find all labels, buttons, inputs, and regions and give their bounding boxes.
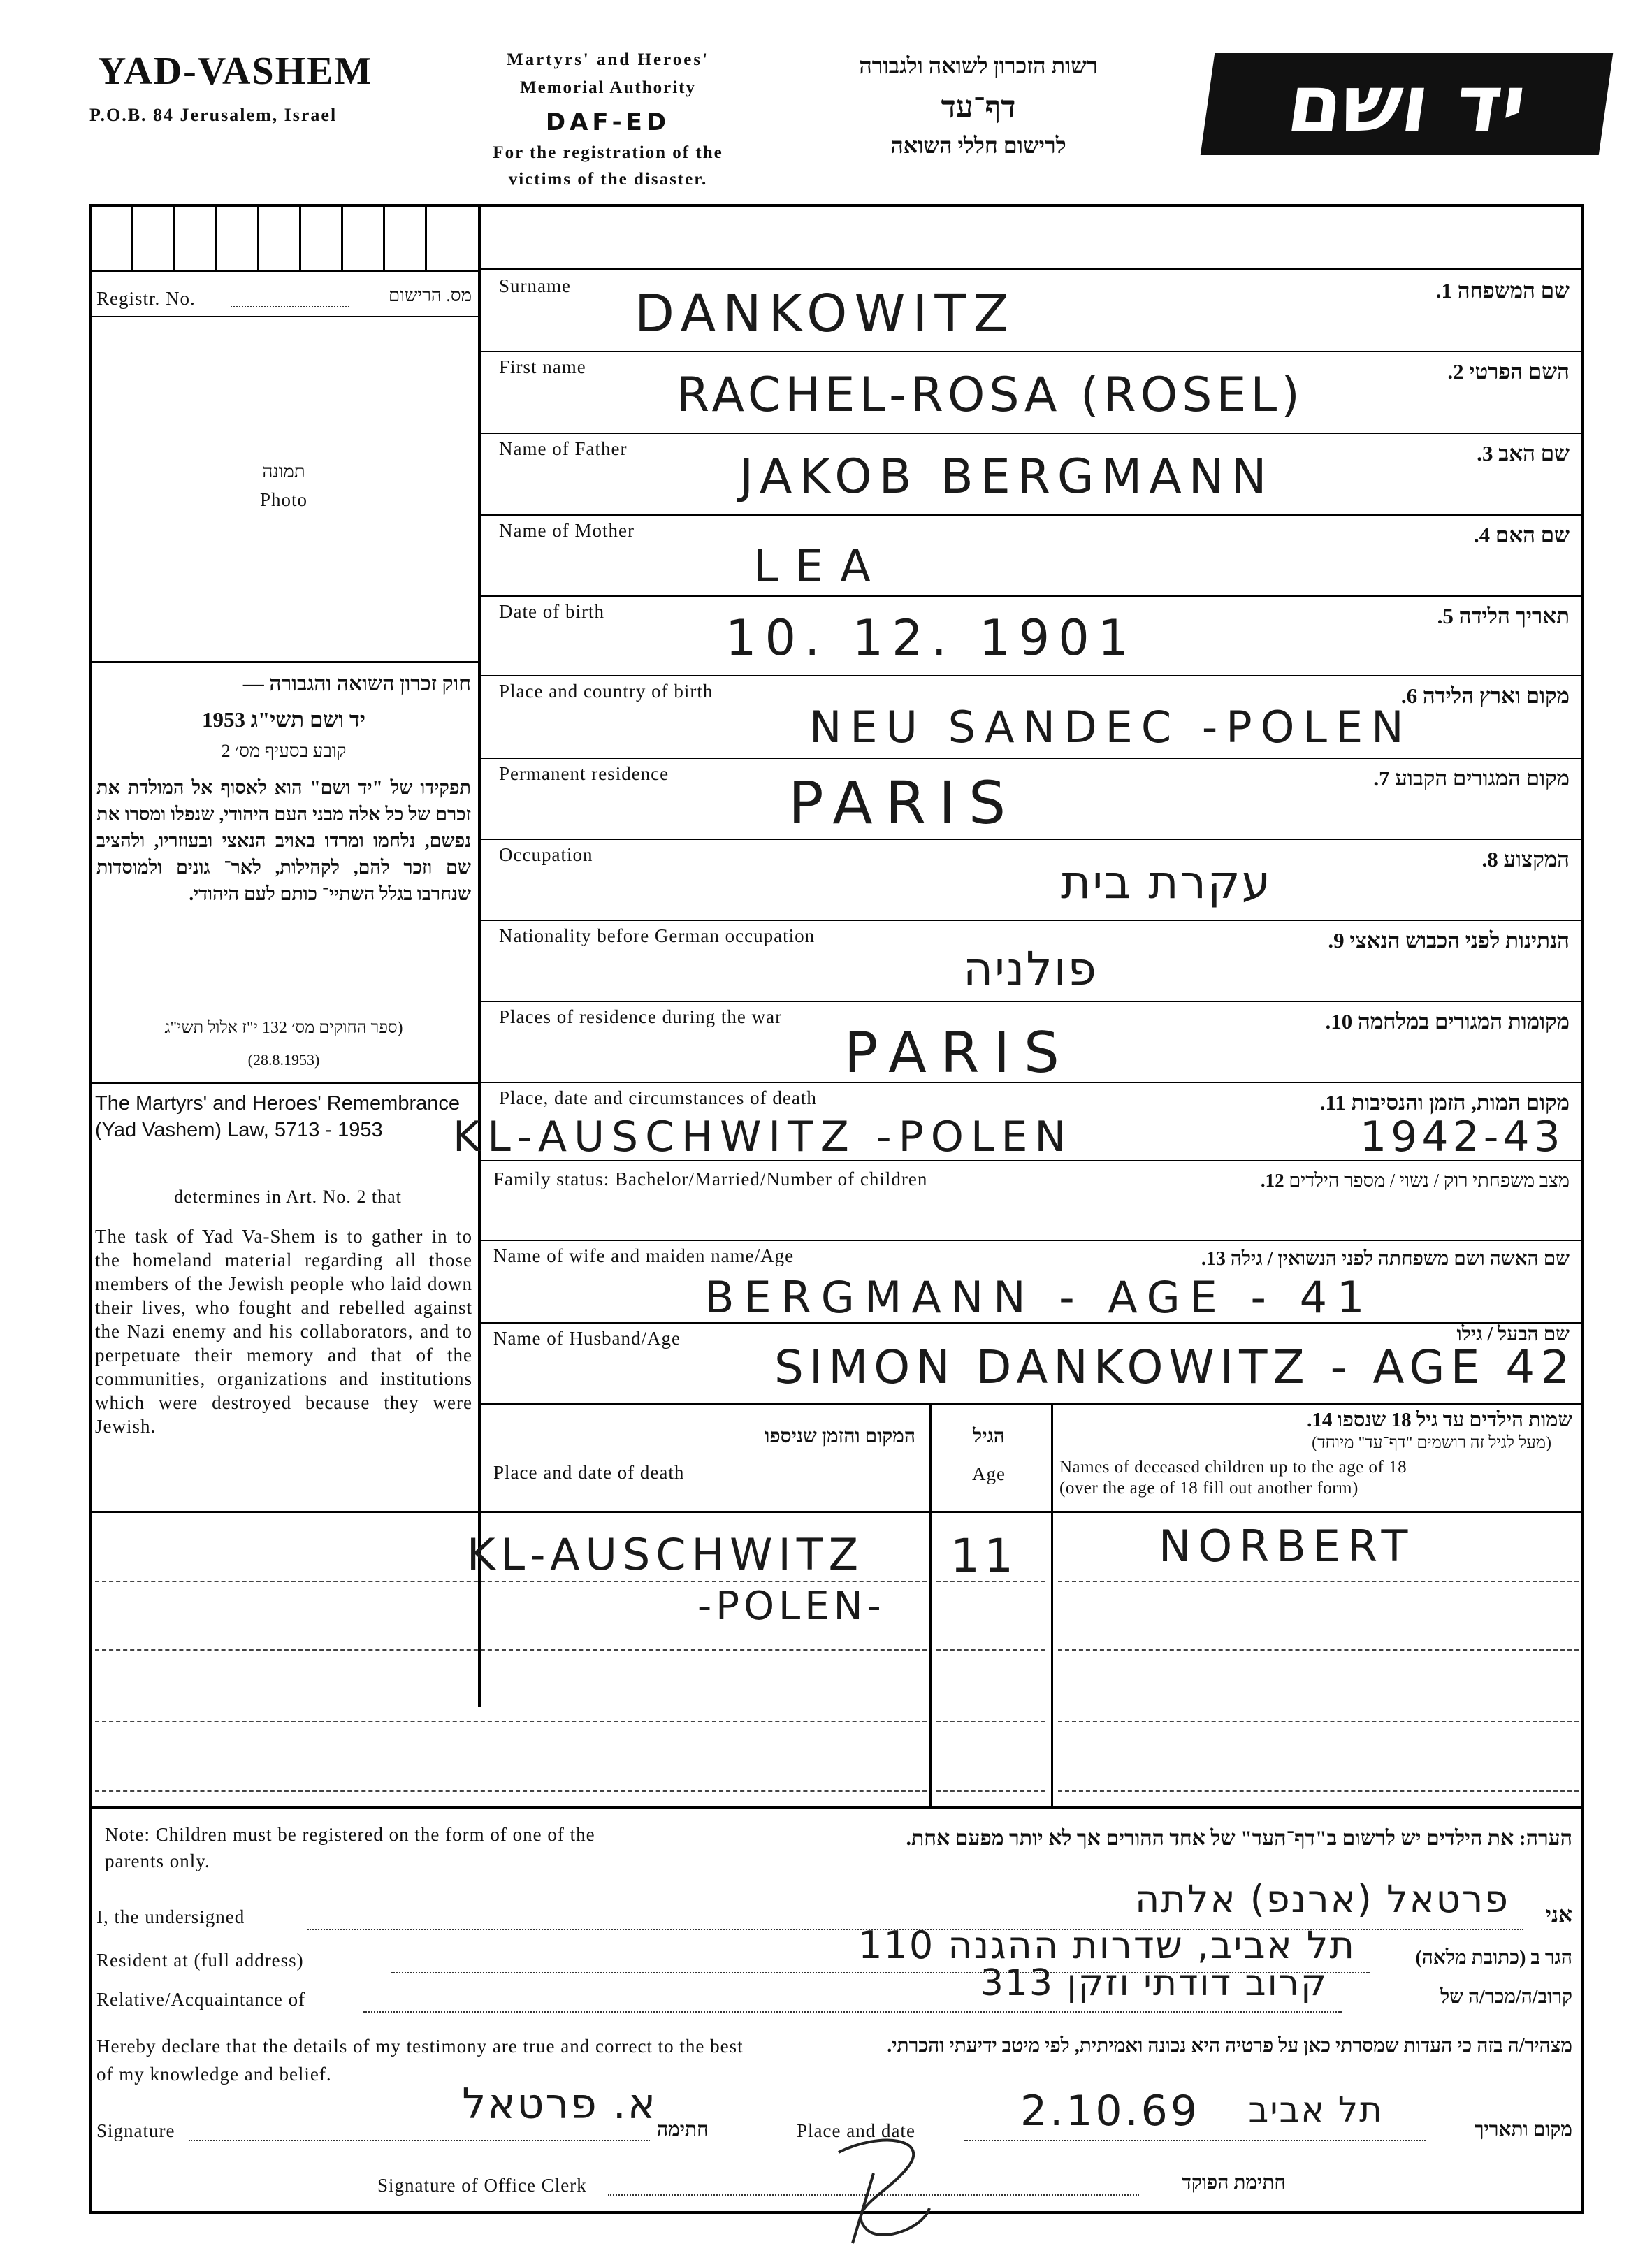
heb-authority: רשות הזכרון לשואה ולגבורה: [859, 53, 1098, 78]
field-label-heb: שם האם 4.: [1473, 523, 1570, 547]
law-en-title: The Martyrs' and Heroes' Remembrance (Yad Vashem) Law, 5713 - 1953: [95, 1092, 460, 1141]
field-label-heb: מקומות המגורים במלחמה 10.: [1325, 1009, 1570, 1034]
field-mother-name: [481, 516, 1584, 595]
relative-value[interactable]: קרוב דודתי וזקן 313: [980, 1962, 1328, 2004]
relative-heb: קרוב/ה/מכר/ה של: [1440, 1986, 1572, 2008]
field-surname: [481, 271, 1584, 351]
field-label: Occupation: [499, 844, 593, 865]
field-label: Place, date and circumstances of death: [499, 1087, 817, 1108]
field-value[interactable]: LEA: [753, 541, 887, 593]
field-value[interactable]: KL-AUSCHWITZ -POLEN: [453, 1113, 1073, 1161]
field-value[interactable]: עקרת בית: [1061, 855, 1273, 909]
place-date-label: Place and date: [797, 2120, 915, 2141]
child-age[interactable]: 11: [950, 1529, 1017, 1583]
undersigned-label: I, the undersigned: [96, 1906, 245, 1927]
authority-line2: Memorial Authority: [520, 78, 696, 97]
children-names-sub: (over the age of 18 fill out another form): [1059, 1479, 1358, 1498]
place-date-value[interactable]: 2.10.69: [1020, 2087, 1201, 2136]
clerk-heb: חתימת הפוקד: [1182, 2172, 1286, 2194]
resident-value[interactable]: תל אביב, שדרות ההגנה 110: [858, 1923, 1356, 1967]
authority-line1: Martyrs' and Heroes': [506, 50, 710, 69]
children-sub-heb: (מעל לגיל זה רושמים "דף־עד" מיוחד): [1312, 1434, 1551, 1452]
field-value[interactable]: JAKOB BERGMANN: [739, 449, 1274, 505]
children-title-heb: שמות הילדים עד גיל 18 שנספו 14.: [1307, 1409, 1572, 1431]
field-husband-name: [481, 1324, 1584, 1403]
field-label: Permanent residence: [499, 763, 669, 784]
place-date-line[interactable]: [964, 2140, 1426, 2141]
clerk-initials-scribble: [825, 2124, 964, 2250]
field-label-heb: שם האשה ושם משפחתה לפני הנשואין / גילה 13.: [1201, 1248, 1570, 1270]
yad-vashem-logo: [1201, 53, 1614, 155]
header: [0, 0, 1652, 203]
child-name[interactable]: NORBERT: [1159, 1521, 1415, 1572]
field-first-name: [481, 352, 1584, 433]
field-value[interactable]: DANKOWITZ: [635, 284, 1016, 344]
law-en-determines: determines in Art. No. 2 that: [174, 1187, 402, 1207]
law-heb-body: תפקידו של "יד ושם" הוא לאסוף אל המולדת את זכרם של כל אלה מבני העם היהודי, שנפלו ומסרו את נפשם, נלחמו ומרדו באויב הנאצי ובעוזריו, ולהציב שם וזכר להם, לקהילות, לאר־ גונים ולמוסדות שנחרבו בגלל השתיי־ כותם לעם היהודי.: [96, 777, 471, 904]
org-name: YAD-VASHEM: [98, 50, 373, 93]
children-names-label: Names of deceased children up to the age of 18: [1059, 1458, 1407, 1477]
field-death-circumstances: [453, 1083, 1584, 1161]
field-label-heb: הנתינות לפני הכבוש הנאצי 9.: [1328, 928, 1570, 952]
child-death-place[interactable]: KL-AUSCHWITZ: [467, 1529, 864, 1580]
declare-en: Hereby declare that the details of my testimony are true and correct to the best of my knowledge and belief.: [96, 2036, 744, 2085]
field-value[interactable]: BERGMANN - AGE - 41: [704, 1272, 1375, 1323]
law-heb-date: (28.8.1953): [247, 1051, 320, 1069]
field-label: Nationality before German occupation: [499, 925, 816, 946]
registr-no-field[interactable]: [231, 306, 349, 307]
field-label: Name of wife and maiden name/Age: [493, 1245, 795, 1266]
field-label: First name: [499, 356, 586, 377]
field-value[interactable]: NEU SANDEC -POLEN: [809, 702, 1412, 753]
signature-line[interactable]: [189, 2140, 650, 2141]
field-label: Place and country of birth: [499, 681, 713, 702]
field-value[interactable]: RACHEL-ROSA (ROSEL): [676, 368, 1304, 423]
field-value-date[interactable]: 1942-43: [1360, 1113, 1565, 1161]
field-value[interactable]: פולניה: [963, 942, 1099, 996]
law-heb-art: קובע בסעיף מס׳ 2: [221, 741, 347, 761]
children-place-heb: המקום והזמן שניספו: [765, 1426, 915, 1447]
field-label-heb: מקום המגורים הקבוע 7.: [1373, 766, 1570, 790]
note-en: Note: Children must be registered on the form of one of the parents only.: [105, 1824, 595, 1871]
field-label-heb: שם המשפחה 1.: [1435, 278, 1570, 303]
field-permanent-residence: [481, 759, 1584, 839]
place-value[interactable]: תל אביב: [1248, 2089, 1384, 2130]
law-heb-sub: יד ושם תשי"ג 1953: [202, 707, 365, 732]
signature-label: Signature: [96, 2120, 175, 2141]
field-label-heb: תאריך הלידה 5.: [1437, 604, 1570, 628]
field-value[interactable]: SIMON DANKOWITZ - AGE 42: [774, 1340, 1576, 1394]
field-label: Family status: Bachelor/Married/Number of children: [493, 1168, 928, 1189]
field-label: Name of Husband/Age: [493, 1328, 681, 1349]
heb-purpose: לרישום חללי השואה: [890, 133, 1066, 158]
field-label: Name of Father: [499, 438, 628, 459]
logo-text: יד ושם: [1282, 59, 1532, 150]
field-father-name: [481, 434, 1584, 514]
undersigned-value[interactable]: פרטאל (ארנפ) אלתה: [1135, 1877, 1509, 1921]
registr-no-label: Registr. No.: [96, 288, 196, 309]
field-value[interactable]: 10. 12. 1901: [725, 609, 1138, 667]
signature-heb: חתימה: [657, 2119, 709, 2141]
registration-boxes: [89, 204, 478, 271]
children-age-heb: הגיל: [973, 1426, 1005, 1447]
children-place-label: Place and date of death: [493, 1462, 685, 1483]
field-label: Surname: [499, 275, 571, 296]
field-label-heb: שם האב 3.: [1477, 441, 1570, 465]
field-label: Places of residence during the war: [499, 1006, 783, 1027]
org-address: P.O.B. 84 Jerusalem, Israel: [89, 105, 338, 125]
field-label-heb: מקום המות, הזמן והנסיבות 11.: [1319, 1090, 1570, 1115]
registr-no-label-heb: מס. הרישום: [388, 285, 472, 305]
place-date-heb: מקום ותאריך: [1474, 2119, 1572, 2141]
clerk-label: Signature of Office Clerk: [377, 2175, 587, 2196]
law-heb-title: חוק זכרון השואה והגבורה —: [242, 672, 471, 695]
field-label-heb: שם הבעל / גילו: [1456, 1324, 1570, 1345]
form-name: DAF-ED: [545, 108, 671, 136]
field-label: Date of birth: [499, 601, 604, 622]
relative-line[interactable]: [363, 2011, 1342, 2013]
signature-value[interactable]: א. פרטאל: [462, 2080, 657, 2129]
resident-label: Resident at (full address): [96, 1950, 304, 1971]
field-nationality: [481, 921, 1584, 1001]
relative-label: Relative/Acquaintance of: [96, 1989, 306, 2010]
purpose-line1: For the registration of the: [493, 143, 723, 162]
field-wartime-residence: [481, 1002, 1584, 1085]
field-label-heb: מקום וארץ הלידה 6.: [1400, 683, 1570, 708]
field-label-heb: המקצוע 8.: [1481, 847, 1570, 871]
field-wife-name: [481, 1241, 1584, 1322]
law-heb-ref: (ספר החוקים מס׳ 132 י"ז אלול תשי"ג: [164, 1019, 403, 1037]
child-death-place-2[interactable]: -POLEN-: [697, 1584, 885, 1629]
field-label-heb: השם הפרטי 2.: [1447, 359, 1570, 384]
law-en-body: The task of Yad Va-Shem is to gather in to the homeland material regarding all those members of the Jewish people who laid down their lives, who fought and rebelled against the Nazi enemy and his collaborators, and to perpetuate their memory and that of the communities, organizations and institutions which were destroyed because they were Jewish.: [95, 1226, 472, 1437]
heb-form-name: דף־עד: [941, 90, 1016, 124]
declare-heb: מצהיר/ה בזה כי העדות שמסרתי כאן על פרטיה היא נכונה ואמיתית, לפי מיטב ידיעתי והכרתי.: [887, 2035, 1572, 2057]
field-label-heb: מצב משפחתי רוק / נשוי / מספר הילדים 12.: [1260, 1170, 1570, 1191]
field-date-of-birth: [481, 597, 1584, 675]
field-occupation: [481, 840, 1584, 920]
photo-label-heb: תמונה: [262, 461, 305, 481]
purpose-line2: victims of the disaster.: [508, 170, 708, 189]
field-value[interactable]: PARIS: [844, 1020, 1073, 1085]
field-label: Name of Mother: [499, 520, 635, 541]
field-family-status: [481, 1161, 1584, 1240]
field-value[interactable]: PARIS: [788, 769, 1019, 837]
children-age-label: Age: [972, 1463, 1006, 1484]
field-place-of-birth: [481, 676, 1584, 758]
resident-heb: הגר ב (כתובת מלאה): [1415, 1947, 1572, 1969]
child-row: [89, 1514, 1584, 1653]
photo-label: Photo: [259, 489, 308, 510]
note-heb: הערה: את הילדים יש לרשום ב"דף־העד" של אחד ההורים אך לא יותר מפעם אחת.: [906, 1827, 1572, 1850]
undersigned-heb: אני: [1545, 1902, 1572, 1927]
